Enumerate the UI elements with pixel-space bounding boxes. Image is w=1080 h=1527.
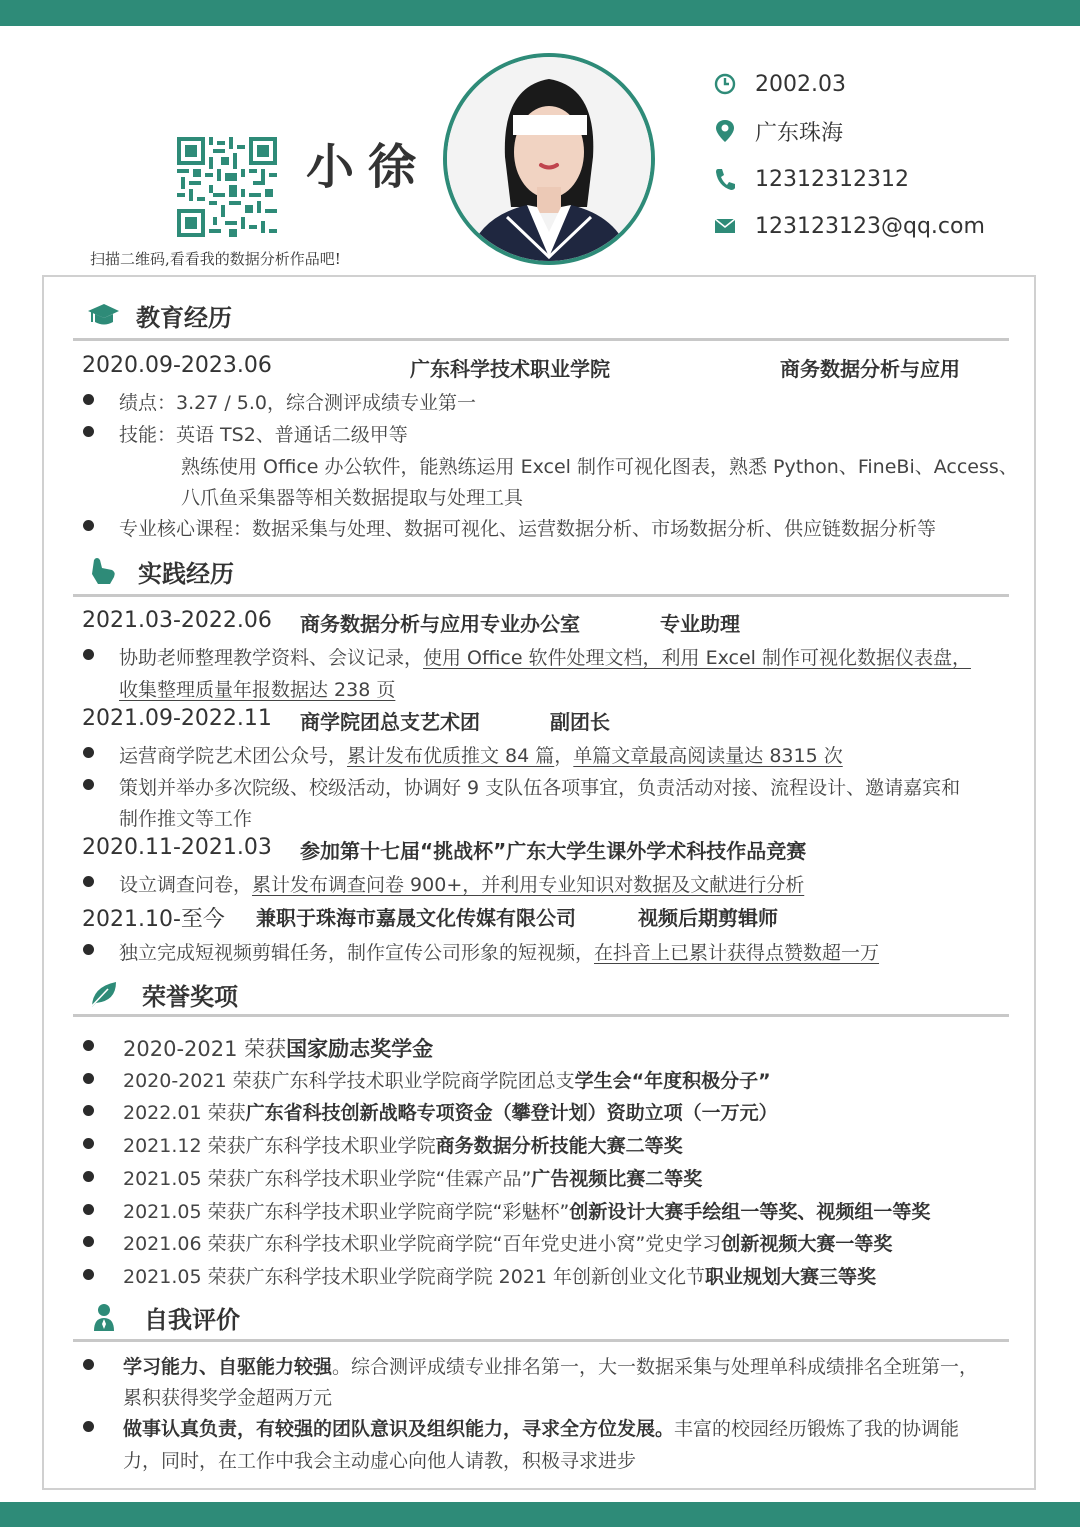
bullet — [83, 747, 94, 758]
practice-highlight: 收集整理质量年报数据达 238 页 — [119, 679, 396, 701]
practice-role: 视频后期剪辑师 — [638, 906, 778, 930]
honor-item — [123, 1197, 930, 1224]
bullet — [83, 394, 94, 405]
honor-award: 创新设计大赛手绘组一等奖、视频组一等奖 — [569, 1201, 931, 1223]
bullet — [83, 1073, 94, 1084]
bullet — [83, 944, 94, 955]
practice-entry-3 — [82, 835, 1002, 865]
candidate-name: 小徐 — [306, 139, 431, 195]
contact-phone[interactable] — [712, 164, 1052, 194]
practice-org: 兼职于珠海市嘉晟文化传媒有限公司 — [256, 906, 576, 930]
honor-award: 国家励志奖学金 — [286, 1037, 434, 1061]
section-divider — [73, 338, 1009, 341]
edu-courses: 专业核心课程：数据采集与处理、数据可视化、运营数据分析、市场数据分析、供应链数据分析等 — [119, 518, 937, 540]
practice-line — [119, 643, 971, 670]
leaf-icon — [86, 979, 120, 1009]
practice-text: 运营商学院艺术团公众号， — [119, 745, 348, 767]
honor-award: 学生会“年度积极分子” — [574, 1070, 771, 1092]
practice-org: 商务数据分析与应用专业办公室 — [300, 612, 580, 636]
qr-caption: 扫描二维码,看看我的数据分析作品吧! — [90, 250, 341, 268]
self-eval-text: 丰富的校园经历锻炼了我的协调能 — [674, 1418, 960, 1440]
education-period: 2020.09-2023.06 — [82, 353, 272, 378]
bullet — [83, 426, 94, 437]
practice-role: 副团长 — [550, 710, 610, 734]
practice-period: 2021.10-至今 — [82, 907, 225, 932]
contact-location — [712, 116, 1052, 146]
practice-entry-4 — [82, 902, 1002, 932]
self-eval-strong: 做事认真负责，有较强的团队意识及组织能力，寻求全方位发展。 — [123, 1418, 675, 1440]
bullet — [83, 1171, 94, 1182]
honor-item — [123, 1131, 683, 1158]
edu-skills-tools-cont: 八爪鱼采集器等相关数据提取与处理工具 — [181, 487, 524, 509]
honor-text: 2020-2021 荣获广东科学技术职业学院商学院团总支 — [123, 1070, 575, 1092]
section-self-eval-header — [80, 1298, 1010, 1338]
practice-text: 策划并举办多次院级、校级活动，协调好 9 支队伍各项事宜，负责活动对接、流程设计、邀请嘉宾和 — [119, 777, 961, 799]
practice-line — [119, 938, 879, 965]
honor-text: 2021.12 荣获广东科学技术职业学院 — [123, 1135, 436, 1157]
section-education-header — [80, 296, 1010, 336]
bullet — [83, 1421, 94, 1432]
practice-highlight: 累计发布优质推文 84 篇 — [347, 745, 555, 767]
edu-skills: 技能：英语 TS2、普通话二级甲等 — [119, 424, 408, 446]
honor-text: 2021.05 荣获广东科学技术职业学院商学院 2021 年创新创业文化节 — [123, 1266, 706, 1288]
phone-icon — [712, 166, 738, 192]
birth-date: 2002.03 — [755, 71, 846, 97]
section-title: 自我评价 — [144, 1306, 240, 1334]
bullet — [83, 1269, 94, 1280]
top-accent-bar — [0, 0, 1080, 26]
section-title: 教育经历 — [136, 304, 232, 332]
section-divider — [73, 594, 1009, 597]
practice-line — [119, 870, 804, 897]
honor-item — [123, 1262, 876, 1289]
practice-text: 协助老师整理教学资料、会议记录， — [119, 647, 424, 669]
practice-period: 2020.11-2021.03 — [82, 835, 272, 860]
honor-item — [123, 1229, 892, 1256]
practice-org: 商学院团总支艺术团 — [300, 710, 480, 734]
section-divider — [73, 1014, 1009, 1017]
hand-pointer-icon — [86, 556, 120, 586]
honor-item — [123, 1033, 433, 1063]
self-eval-line — [123, 1414, 959, 1441]
honor-text: 2021.06 荣获广东科学技术职业学院商学院“百年党史进小窝”党史学习 — [123, 1233, 722, 1255]
bullet — [83, 649, 94, 660]
bullet — [83, 1105, 94, 1116]
practice-text: ， — [554, 745, 574, 767]
honor-award: 职业规划大赛三等奖 — [705, 1266, 877, 1288]
section-title: 荣誉奖项 — [142, 983, 238, 1011]
bullet — [83, 1204, 94, 1215]
section-title: 实践经历 — [138, 560, 234, 588]
bullet — [83, 520, 94, 531]
self-eval-text: 累积获得奖学金超两万元 — [123, 1387, 333, 1409]
practice-role: 专业助理 — [660, 612, 740, 636]
section-honors-header — [80, 975, 1010, 1015]
self-eval-text: 。综合测评成绩专业排名第一，大一数据采集与处理单科成绩排名全班第一， — [332, 1356, 979, 1378]
section-practice-header — [80, 552, 1010, 592]
bullet — [83, 1138, 94, 1149]
practice-text: 制作推文等工作 — [119, 808, 253, 830]
practice-highlight: 在抖音上已累计获得点赞数超一万 — [594, 942, 880, 964]
honor-award: 创新视频大赛一等奖 — [721, 1233, 893, 1255]
honor-text: 2020-2021 荣获 — [123, 1037, 287, 1061]
practice-period: 2021.03-2022.06 — [82, 608, 272, 633]
profile-photo — [443, 53, 655, 265]
honor-text: 2022.01 荣获 — [123, 1102, 246, 1124]
practice-period: 2021.09-2022.11 — [82, 706, 272, 731]
honor-text: 2021.05 荣获广东科学技术职业学院“佳霖产品” — [123, 1168, 532, 1190]
location-pin-icon — [712, 118, 738, 144]
graduation-cap-icon — [86, 300, 120, 330]
practice-highlight: 单篇文章最高阅读量达 8315 次 — [573, 745, 843, 767]
contact-email[interactable] — [712, 211, 1052, 241]
practice-text: 独立完成短视频剪辑任务，制作宣传公司形象的短视频， — [119, 942, 595, 964]
honor-award: 广东省科技创新战略专项资金（攀登计划）资助立项（一万元） — [245, 1102, 778, 1124]
practice-highlight: 累计发布调查问卷 900+，并利用专业知识对数据及文献进行分析 — [252, 874, 805, 896]
location: 广东珠海 — [755, 120, 844, 146]
honor-text: 2021.05 荣获广东科学技术职业学院商学院“彩魅杯” — [123, 1201, 570, 1223]
email-address[interactable]: 123123123@qq.com — [755, 213, 985, 239]
bullet — [83, 1040, 94, 1051]
bullet — [83, 1359, 94, 1370]
honor-award: 广告视频比赛二等奖 — [531, 1168, 703, 1190]
practice-line — [119, 741, 843, 768]
phone-number[interactable]: 12312312312 — [755, 166, 909, 192]
mail-icon — [712, 213, 738, 239]
school-name: 广东科学技术职业学院 — [410, 357, 610, 381]
qr-code-icon[interactable] — [177, 137, 277, 237]
practice-entry-1 — [82, 608, 1002, 638]
practice-org: 参加第十七届“挑战杯”广东大学生课外学术科技作品竞赛 — [300, 839, 807, 863]
practice-text: 设立调查问卷， — [119, 874, 253, 896]
practice-entry-2 — [82, 706, 1002, 736]
person-icon — [86, 1302, 120, 1332]
bottom-accent-bar — [0, 1502, 1080, 1527]
honor-award: 商务数据分析技能大赛二等奖 — [435, 1135, 683, 1157]
edu-gpa: 绩点：3.27 / 5.0，综合测评成绩专业第一 — [119, 392, 477, 414]
self-eval-line — [123, 1352, 978, 1379]
bullet — [83, 876, 94, 887]
edu-skills-tools: 熟练使用 Office 办公软件，能熟练运用 Excel 制作可视化图表，熟悉 Python、FineBi、Access、 — [181, 456, 1018, 478]
honor-item — [123, 1066, 771, 1093]
bullet — [83, 1236, 94, 1247]
honor-item — [123, 1164, 702, 1191]
contact-birth — [712, 69, 1052, 99]
section-divider — [73, 1339, 1009, 1342]
education-row — [82, 353, 1002, 383]
self-eval-strong: 学习能力、自驱能力较强 — [123, 1356, 333, 1378]
clock-icon — [712, 71, 738, 97]
practice-highlight: 使用 Office 软件处理文档，利用 Excel 制作可视化数据仪表盘， — [423, 647, 971, 669]
bullet — [83, 779, 94, 790]
self-eval-text: 力，同时，在工作中我会主动虚心向他人请教，积极寻求进步 — [123, 1450, 637, 1472]
honor-item — [123, 1098, 778, 1125]
major-name: 商务数据分析与应用 — [780, 357, 960, 381]
